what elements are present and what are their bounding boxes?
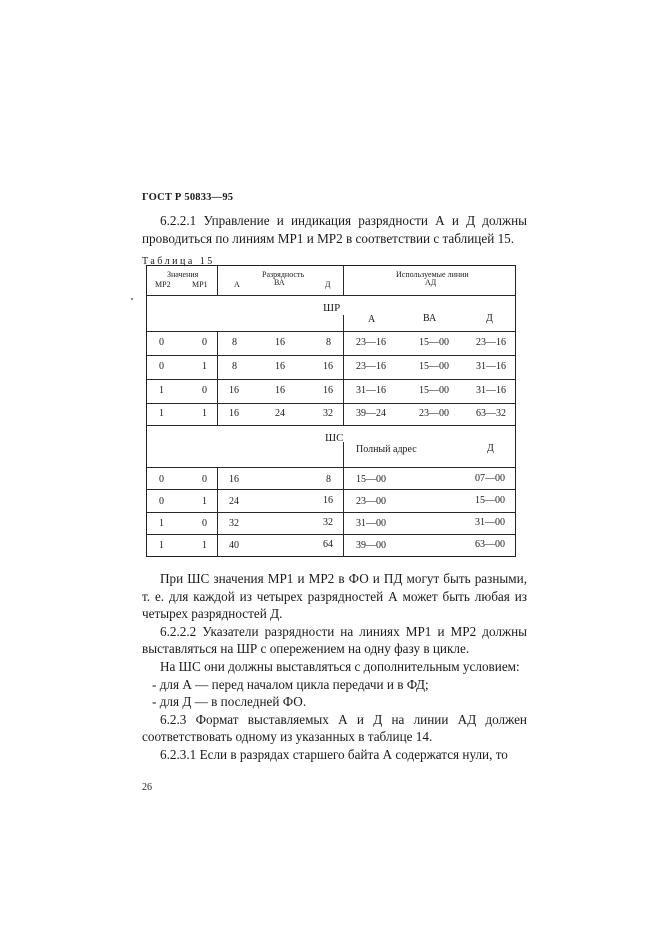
cell-d: 16 [323, 495, 333, 506]
cell-line-address: 39—00 [356, 540, 386, 551]
cell-d: 8 [326, 474, 331, 485]
divider [147, 467, 515, 468]
cell-d: 16 [323, 385, 333, 396]
cell-line-address: 31—00 [356, 518, 386, 529]
cell-d: 64 [323, 539, 333, 550]
cell-a: 16 [229, 385, 239, 396]
header-d: Д [325, 280, 331, 289]
cell-line-va: 15—00 [419, 361, 449, 372]
cell-a: 8 [232, 361, 237, 372]
cell-mp2: 1 [159, 385, 164, 396]
cell-line-address: 23—00 [356, 496, 386, 507]
divider [147, 425, 515, 426]
divider [147, 403, 515, 404]
cell-mp2: 0 [159, 496, 164, 507]
cell-line-a: 23—16 [356, 337, 386, 348]
cell-mp1: 1 [202, 408, 207, 419]
divider [147, 512, 515, 513]
cell-a: 24 [229, 496, 239, 507]
cell-a: 16 [229, 474, 239, 485]
divider [147, 295, 515, 296]
cell-line-a: 23—16 [356, 361, 386, 372]
cell-d: 32 [323, 517, 333, 528]
table-15 [146, 265, 516, 557]
paragraph-6-2-3: 6.2.3 Формат выставляемых А и Д на линии АД должен соответствовать одному из указанных в таблице 14. [142, 711, 527, 745]
cell-line-d: 31—00 [475, 517, 505, 528]
paragraph-6-2-3-1: 6.2.3.1 Если в разрядах старшего байта А содержатся нули, то [160, 746, 508, 762]
header-va: ВА [274, 278, 285, 287]
cell-a: 32 [229, 518, 239, 529]
section-shr-label: ШР [323, 302, 341, 314]
cell-d: 32 [323, 408, 333, 419]
paragraph-shs-condition: На ШС они должны выставляться с дополнительным условием: [160, 658, 520, 674]
cell-va: 24 [275, 408, 285, 419]
cell-line-va: 15—00 [419, 337, 449, 348]
shr-col-va: ВА [423, 313, 437, 324]
shs-col-d: Д [487, 443, 494, 454]
cell-a: 8 [232, 337, 237, 348]
cell-d: 8 [326, 337, 331, 348]
cell-line-d: 63—32 [476, 408, 506, 419]
list-item-d: - для Д — в последней ФО. [152, 694, 307, 710]
cell-d: 16 [323, 361, 333, 372]
cell-line-a: 39—24 [356, 408, 386, 419]
cell-mp1: 1 [202, 496, 207, 507]
cell-mp2: 1 [159, 540, 164, 551]
paragraph-shs-note: При ШС значения МР1 и МР2 в ФО и ПД могут быть разными, т. е. для каждой из четырех разрядностей А может быть любая из четырех разрядностей Д. [142, 571, 527, 622]
cell-mp1: 0 [202, 337, 207, 348]
cell-line-d: 07—00 [475, 473, 505, 484]
cell-mp2: 0 [159, 361, 164, 372]
header-lines: Используемые линии [396, 270, 469, 279]
cell-mp1: 1 [202, 361, 207, 372]
cell-a: 40 [229, 540, 239, 551]
cell-va: 16 [275, 361, 285, 372]
header-mp2: МР2 [155, 280, 171, 289]
divider [147, 355, 515, 356]
cell-va: 16 [275, 385, 285, 396]
header-ad: АД [425, 278, 437, 287]
cell-line-d: 23—16 [476, 337, 506, 348]
cell-line-d: 63—00 [475, 539, 505, 550]
header-width: Разрядность [262, 270, 305, 279]
paragraph-6-2-2-2: 6.2.2.2 Указатели разрядности на линиях МР1 и МР2 должны выставляться на ШР с опережением на одну фазу в цикле. [142, 623, 527, 657]
divider [147, 489, 515, 490]
cell-line-va: 15—00 [419, 385, 449, 396]
divider [343, 315, 344, 425]
divider [147, 379, 515, 380]
header-mp1: МР1 [192, 280, 208, 289]
divider [147, 534, 515, 535]
cell-va: 16 [275, 337, 285, 348]
cell-line-d: 31—16 [476, 385, 506, 396]
standard-code: ГОСТ Р 50833—95 [142, 192, 234, 203]
shr-col-d: Д [486, 313, 493, 324]
divider [217, 331, 218, 425]
cell-line-va: 23—00 [419, 408, 449, 419]
cell-line-address: 15—00 [356, 474, 386, 485]
header-values: Значения [167, 270, 199, 279]
cell-mp1: 1 [202, 540, 207, 551]
cell-a: 16 [229, 408, 239, 419]
cell-mp1: 0 [202, 385, 207, 396]
table-caption: Таблица 15 [142, 256, 215, 267]
cell-mp2: 0 [159, 474, 164, 485]
scan-mark [131, 298, 133, 300]
divider [217, 266, 218, 295]
cell-mp1: 0 [202, 474, 207, 485]
cell-mp2: 1 [159, 408, 164, 419]
paragraph-6-2-2-1: 6.2.2.1 Управление и индикация разрядности А и Д должны проводиться по линиям МР1 и МР2 в соответствии с таблицей 15. [142, 213, 527, 246]
cell-mp2: 1 [159, 518, 164, 529]
page-number: 26 [142, 782, 152, 793]
cell-line-d: 15—00 [475, 495, 505, 506]
shr-col-a: А [368, 314, 376, 325]
header-a: А [234, 280, 240, 289]
divider [217, 467, 218, 557]
divider [343, 442, 344, 557]
list-item-a: - для А — перед началом цикла передачи и в ФД; [152, 676, 429, 692]
cell-line-a: 31—16 [356, 385, 386, 396]
section-shs-label: ШС [325, 432, 344, 444]
cell-line-d: 31—16 [476, 361, 506, 372]
divider [147, 331, 515, 332]
divider [343, 266, 344, 295]
cell-mp1: 0 [202, 518, 207, 529]
cell-mp2: 0 [159, 337, 164, 348]
body-text-bottom [142, 570, 527, 764]
shs-col-full-address: Полный адрес [356, 444, 417, 455]
